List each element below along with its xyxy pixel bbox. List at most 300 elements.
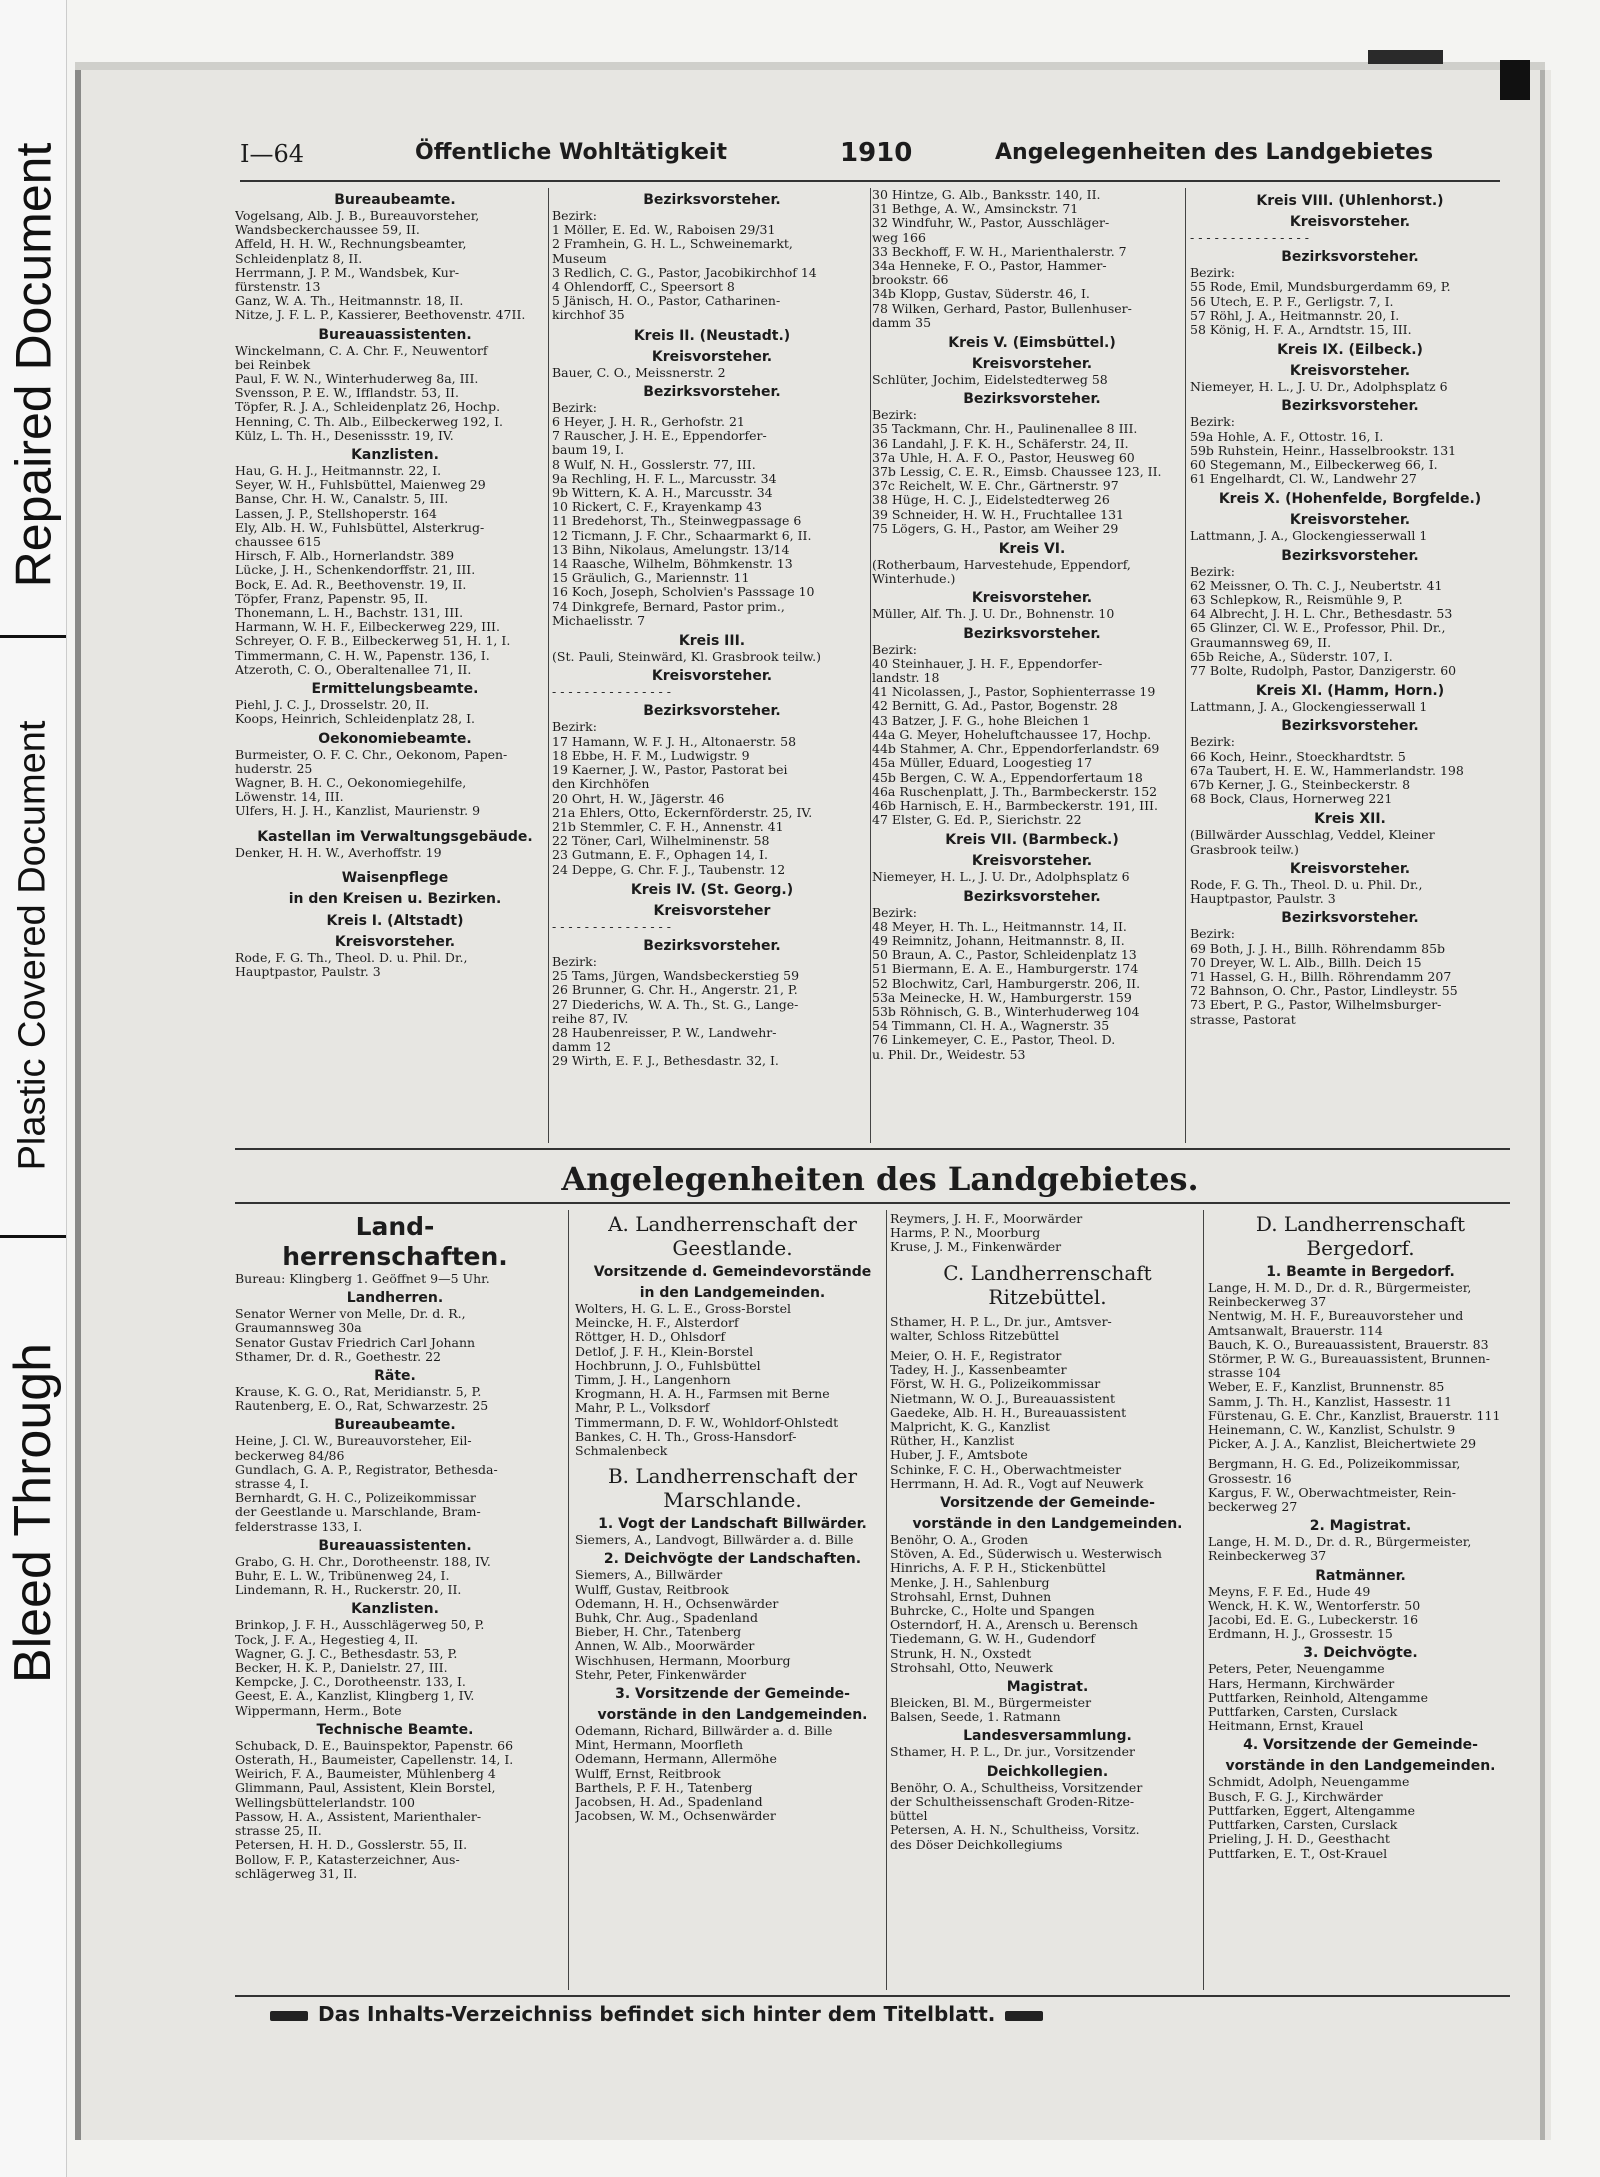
entry-line: 8 Wulf, N. H., Gosslerstr. 77, III. xyxy=(552,457,756,472)
entry-line: Müller, Alf. Th. J. U. Dr., Bohnenstr. 10 xyxy=(872,607,1115,622)
entry-line: chaussee 615 xyxy=(235,535,322,550)
entry-line: 41 Nicolassen, J., Pastor, Sophienterrasse 19 xyxy=(872,685,1156,700)
subheading: Technische Beamte. xyxy=(316,1721,474,1738)
entry-line: Bezirk: xyxy=(872,905,917,920)
entry-line: Henning, C. Th. Alb., Eilbeckerweg 192, I. xyxy=(235,414,503,429)
entry-line: Tock, J. F. A., Hegestieg 4, II. xyxy=(235,1632,419,1647)
entry-line: 3 Redlich, C. G., Pastor, Jacobikirchhof 14 xyxy=(552,265,817,280)
entry-line: Bezirk: xyxy=(1190,927,1235,942)
entry-line: Gundlach, G. A. P., Registrator, Bethesda- xyxy=(235,1462,498,1477)
entry-line: Peters, Peter, Neuengamme xyxy=(1208,1662,1385,1677)
entry-line: Harms, P. N., Moorburg xyxy=(890,1226,1041,1241)
column-rule xyxy=(1203,1210,1204,1990)
subheading: 2. Magistrat. xyxy=(1309,1518,1412,1535)
entry-line: Störmer, P. W. G., Bureauassistent, Brunnen- xyxy=(1208,1352,1491,1367)
subheading: 3. Deichvögte. xyxy=(1303,1645,1418,1662)
entry-line: 73 Ebert, P. G., Pastor, Wilhelmsburger- xyxy=(1190,998,1442,1013)
subheading: D. Landherrenschaft xyxy=(1255,1212,1466,1236)
header-year: 1910 xyxy=(840,138,913,168)
entry-line: 15 Gräulich, G., Mariennstr. 11 xyxy=(552,571,750,586)
entry-line: Löwenstr. 14, III. xyxy=(235,790,344,805)
subheading: Kastellan im Verwaltungsgebäude. xyxy=(257,828,533,845)
entry-line: Grabo, G. H. Chr., Dorotheenstr. 188, IV. xyxy=(235,1554,491,1569)
entry-line: Denker, H. H. W., Averhoffstr. 19 xyxy=(235,845,442,860)
entry-line: Erdmann, H. J., Grossestr. 15 xyxy=(1208,1627,1393,1642)
entry-line: Graumannsweg 30a xyxy=(235,1321,362,1336)
entry-line: Heine, J. Cl. W., Bureauvorsteher, Eil- xyxy=(235,1434,472,1449)
entry-line: Bernhardt, G. H. C., Polizeikommissar xyxy=(235,1491,476,1506)
entry-line: Atzeroth, C. O., Oberaltenallee 71, II. xyxy=(235,662,472,677)
subheading: Marschlande. xyxy=(663,1488,802,1513)
footer-text: Das Inhalts-Verzeichniss befindet sich hinter dem Titelblatt. xyxy=(318,2002,996,2026)
subheading: 1. Vogt der Landschaft Billwärder. xyxy=(598,1516,867,1533)
entry-line: 63 Schlepkow, R., Reismühle 9, P. xyxy=(1190,593,1403,608)
subheading: Kreisvorsteher. xyxy=(971,356,1093,373)
entry-line: 29 Wirth, E. F. J., Bethesdastr. 32, I. xyxy=(552,1054,779,1069)
entry-line: strasse 25, II. xyxy=(235,1824,322,1839)
entry-line: 67a Taubert, H. E. W., Hammerlandstr. 198 xyxy=(1190,763,1464,778)
entry-line: Balsen, Seede, 1. Ratmann xyxy=(890,1710,1061,1725)
district-heading: Kreis XI. (Hamm, Horn.) xyxy=(1255,683,1445,700)
subheading: Bezirksvorsteher. xyxy=(1281,249,1419,266)
entry-line: Lange, H. M. D., Dr. d. R., Bürgermeister, xyxy=(1208,1281,1472,1295)
entry-line: 34a Henneke, F. O., Pastor, Hammer- xyxy=(872,259,1107,274)
entry-line: 5 Jänisch, H. O., Pastor, Catharinen- xyxy=(552,294,781,309)
entry-line: strasse, Pastorat xyxy=(1190,1012,1296,1027)
entry-line: schlägerweg 31, II. xyxy=(235,1866,358,1881)
subheading: 2. Deichvögte der Landschaften. xyxy=(603,1551,862,1568)
entry-line: Glimmann, Paul, Assistent, Klein Borstel, xyxy=(235,1781,496,1796)
subheading: Bergedorf. xyxy=(1306,1236,1415,1260)
entry-line: 59a Hohle, A. F., Ottostr. 16, I. xyxy=(1190,429,1384,444)
entry-line: Malpricht, K. G., Kanzlist xyxy=(890,1420,1050,1435)
entry-line: Külz, L. Th. H., Desenissstr. 19, IV. xyxy=(235,428,454,443)
entry-line: 17 Hamann, W. F. J. H., Altonaerstr. 58 xyxy=(552,734,797,749)
entry-line: (St. Pauli, Steinwärd, Kl. Grasbrook teilw.) xyxy=(552,650,821,665)
entry-line: Wolters, H. G. L. E., Gross-Borstel xyxy=(575,1302,791,1316)
entry-line: 9b Wittern, K. A. H., Marcusstr. 34 xyxy=(552,486,773,501)
entry-line: 13 Bihn, Nikolaus, Amelungstr. 13/14 xyxy=(552,542,790,557)
entry-line: Wulff, Gustav, Reitbrook xyxy=(575,1582,729,1597)
entry-line: Hauptpastor, Paulstr. 3 xyxy=(1190,892,1336,907)
subheading: Bezirksvorsteher. xyxy=(963,391,1101,408)
entry-line: Banse, Chr. H. W., Canalstr. 5, III. xyxy=(235,492,449,507)
subheading: Kreisvorsteher. xyxy=(651,668,773,685)
entry-line: Amtsanwalt, Brauerstr. 114 xyxy=(1208,1323,1383,1338)
entry-line: Museum xyxy=(552,251,607,266)
entry-line: 43 Batzer, J. F. G., hohe Bleichen 1 xyxy=(872,713,1091,728)
entry-line: Lattmann, J. A., Glockengiesserwall 1 xyxy=(1190,529,1428,544)
entry-line: Buhr, E. L. W., Tribünenweg 24, I. xyxy=(235,1569,450,1584)
entry-line: Ulfers, H. J. H., Kanzlist, Maurienstr. 9 xyxy=(235,804,481,819)
entry-line: Meier, O. H. F., Registrator xyxy=(890,1349,1062,1364)
entry-line: Bieber, H. Chr., Tatenberg xyxy=(575,1625,742,1640)
entry-line: Hochbrunn, J. O., Fuhlsbüttel xyxy=(575,1358,761,1373)
subheading: Bureaubeamte. xyxy=(334,1417,456,1434)
entry-line: Bergmann, H. G. Ed., Polizeikommissar, xyxy=(1208,1457,1461,1472)
entry-line: 40 Steinhauer, J. H. F., Eppendorfer- xyxy=(872,656,1103,671)
district-heading: Kreis I. (Altstadt) xyxy=(326,912,464,929)
entry-line: 21a Ehlers, Otto, Eckernförderstr. 25, IV. xyxy=(552,805,813,820)
entry-line: Rode, F. G. Th., Theol. D. u. Phil. Dr., xyxy=(1190,877,1423,892)
entry-line: Herrmann, J. P. M., Wandsbek, Kur- xyxy=(235,265,460,280)
entry-line: Bezirk: xyxy=(1190,266,1235,281)
entry-line: 75 Lögers, G. H., Pastor, am Weiher 29 xyxy=(872,521,1119,536)
binding-strip xyxy=(0,0,67,2177)
lower-column-2 xyxy=(575,1212,890,1823)
entry-line: Seyer, W. H., Fuhlsbüttel, Maienweg 29 xyxy=(235,478,486,493)
district-heading: Kreis VI. xyxy=(998,541,1066,558)
entry-line: landstr. 18 xyxy=(872,671,940,686)
entry-line: Nietmann, W. O. J., Bureauassistent xyxy=(890,1391,1116,1406)
entry-line: 42 Bernitt, G. Ad., Pastor, Bogenstr. 28 xyxy=(872,699,1118,714)
entry-line: 12 Ticmann, J. F. Chr., Schaarmarkt 6, II. xyxy=(552,528,812,543)
plastic-covered-label: Plastic Covered Document xyxy=(11,720,54,1170)
subheading: Kanzlisten. xyxy=(351,1601,439,1618)
entry-line: 53a Meinecke, H. W., Hamburgerstr. 159 xyxy=(872,990,1132,1005)
entry-line: Rautenberg, E. O., Rat, Schwarzestr. 25 xyxy=(235,1399,489,1414)
subheading: Bezirksvorsteher. xyxy=(643,192,781,208)
entry-line: 68 Bock, Claus, Hornerweg 221 xyxy=(1190,792,1393,807)
entry-line: Bezirk: xyxy=(1190,564,1235,579)
entry-line: Graumannsweg 69, II. xyxy=(1190,635,1332,650)
entry-line: Annen, W. Alb., Moorwärder xyxy=(575,1639,755,1654)
column-rule xyxy=(548,188,549,1143)
subheading: Bezirksvorsteher. xyxy=(643,937,781,954)
entry-line: 46a Ruschenplatt, J. Th., Barmbeckerstr. 152 xyxy=(872,784,1158,799)
column-3 xyxy=(872,188,1192,1062)
entry-line: Senator Werner von Melle, Dr. d. R., xyxy=(235,1307,466,1322)
entry-line: Timmermann, D. F. W., Wohldorf-Ohlstedt xyxy=(575,1415,839,1430)
entry-line: Gaedeke, Alb. H. H., Bureauassistent xyxy=(890,1405,1127,1420)
subheading: Bureauassistenten. xyxy=(318,326,472,343)
subheading: vorstände in den Landgemeinden. xyxy=(597,1707,868,1724)
entry-line: Jacobsen, W. M., Ochsenwärder xyxy=(575,1809,776,1824)
subheading: Bezirksvorsteher. xyxy=(1281,718,1419,735)
entry-line: felderstrasse 133, I. xyxy=(235,1519,363,1534)
subheading: 3. Vorsitzende der Gemeinde- xyxy=(615,1686,850,1703)
district-heading: Kreis VII. (Barmbeck.) xyxy=(945,832,1119,849)
entry-line: Nentwig, M. H. F., Bureauvorsteher und xyxy=(1208,1309,1464,1324)
subheading: Kanzlisten. xyxy=(351,447,439,464)
footer-rule xyxy=(235,1995,1510,1997)
entry-line: Meincke, H. F., Alsterdorf xyxy=(575,1316,739,1331)
entry-line: Stehr, Peter, Finkenwärder xyxy=(575,1667,747,1682)
entry-line: Kempcke, J. C., Dorotheenstr. 133, I. xyxy=(235,1675,466,1690)
subheading: Räte. xyxy=(374,1368,416,1385)
subheading: B. Landherrenschaft der xyxy=(607,1464,858,1489)
entry-line: Bauer, C. O., Meissnerstr. 2 xyxy=(552,365,726,380)
entry-line: 10 Rickert, C. F., Krayenkamp 43 xyxy=(552,500,762,515)
district-heading: Kreis IX. (Eilbeck.) xyxy=(1277,342,1423,359)
entry-line: beckerweg 84/86 xyxy=(235,1448,345,1463)
entry-line: Wandsbeckerchaussee 59, II. xyxy=(235,223,420,238)
entry-line: Bollow, F. P., Katasterzeichner, Aus- xyxy=(235,1852,460,1867)
entry-line: - - - - - - - - - - - - - - - xyxy=(1190,231,1309,245)
entry-line: walter, Schloss Ritzebüttel xyxy=(890,1328,1059,1343)
entry-line: Strohsahl, Ernst, Duhnen xyxy=(890,1589,1052,1604)
subheading: Bezirksvorsteher. xyxy=(643,703,781,720)
entry-line: Hau, G. H. J., Heitmannstr. 22, I. xyxy=(235,464,442,479)
entry-line: 61 Engelhardt, Cl. W., Landwehr 27 xyxy=(1190,472,1417,487)
entry-line: 32 Windfuhr, W., Pastor, Ausschläger- xyxy=(872,216,1110,231)
subheading: Land- xyxy=(355,1212,435,1241)
entry-line: - - - - - - - - - - - - - - - xyxy=(552,919,671,934)
entry-line: Tadey, H. J., Kassenbeamter xyxy=(890,1363,1067,1378)
entry-line: Reymers, J. H. F., Moorwärder xyxy=(890,1212,1083,1226)
entry-line: Menke, J. H., Sahlenburg xyxy=(890,1575,1050,1590)
column-4 xyxy=(1190,188,1510,1027)
entry-line: 1 Möller, E. Ed. W., Raboisen 29/31 xyxy=(552,223,776,238)
running-header xyxy=(240,140,1500,182)
entry-line: Töpfer, Franz, Papenstr. 95, II. xyxy=(235,591,429,606)
entry-line: Töpfer, R. J. A., Schleidenplatz 26, Hochp. xyxy=(235,400,501,415)
entry-line: Bureau: Klingberg 1. Geöffnet 9—5 Uhr. xyxy=(235,1272,490,1286)
lower-column-1 xyxy=(235,1212,555,1881)
entry-line: Burmeister, O. F. C. Chr., Oekonom, Papen- xyxy=(235,747,508,762)
entry-line: der Schultheissenschaft Groden-Ritze- xyxy=(890,1794,1135,1809)
column-rule xyxy=(568,1210,569,1990)
column-rule xyxy=(870,188,871,1143)
entry-line: 6 Heyer, J. H. R., Gerhofstr. 21 xyxy=(552,415,745,430)
district-heading: Kreis V. (Eimsbüttel.) xyxy=(948,335,1116,352)
entry-line: Wulff, Ernst, Reitbrook xyxy=(575,1766,721,1781)
entry-line: Jacobi, Ed. E. G., Lubeckerstr. 16 xyxy=(1208,1613,1419,1628)
entry-line: Strohsahl, Otto, Neuwerk xyxy=(890,1660,1053,1675)
entry-line: Schinke, F. C. H., Oberwachtmeister xyxy=(890,1462,1122,1477)
spacer xyxy=(235,860,555,866)
entry-line: 62 Meissner, O. Th. C. J., Neubertstr. 41 xyxy=(1190,578,1443,593)
entry-line: Wippermann, Herm., Bote xyxy=(235,1703,402,1718)
subheading: Bureaubeamte. xyxy=(334,192,456,208)
subheading: Kreisvorsteher. xyxy=(971,853,1093,870)
entry-line: strasse 104 xyxy=(1208,1366,1281,1381)
entry-line: Wischhusen, Hermann, Moorburg xyxy=(575,1653,791,1668)
entry-line: Paul, F. W. N., Winterhuderweg 8a, III. xyxy=(235,372,479,387)
entry-line: 37b Lessig, C. E. R., Eimsb. Chaussee 123, II. xyxy=(872,465,1162,480)
entry-line: büttel xyxy=(890,1809,928,1824)
pointing-hand-icon xyxy=(270,2011,308,2021)
entry-line: Brinkop, J. F. H., Ausschlägerweg 50, P. xyxy=(235,1618,485,1633)
entry-line: bei Reinbek xyxy=(235,357,311,372)
entry-line: 78 Wilken, Gerhard, Pastor, Bullenhuser- xyxy=(872,301,1132,316)
entry-line: Wenck, H. K. W., Wentorferstr. 50 xyxy=(1208,1598,1421,1613)
entry-line: Sthamer, H. P. L., Dr. jur., Vorsitzender xyxy=(890,1745,1136,1760)
entry-line: Lassen, J. P., Stellshoperstr. 164 xyxy=(235,506,437,521)
entry-line: huderstr. 25 xyxy=(235,761,313,776)
entry-line: Bock, E. Ad. R., Beethovenstr. 19, II. xyxy=(235,577,467,592)
entry-line: 7 Rauscher, J. H. E., Eppendorfer- xyxy=(552,429,767,444)
entry-line: Fürstenau, G. E. Chr., Kanzlist, Brauerstr. 111 xyxy=(1208,1408,1501,1423)
entry-line: Michaelisstr. 7 xyxy=(552,613,646,628)
entry-line: 45a Müller, Eduard, Loogestieg 17 xyxy=(872,756,1093,771)
entry-line: 39 Schneider, H. W. H., Fruchtallee 131 xyxy=(872,507,1125,522)
entry-line: 76 Linkemeyer, C. E., Pastor, Theol. D. xyxy=(872,1033,1116,1048)
entry-line: Krogmann, H. A. H., Farmsen mit Berne xyxy=(575,1387,830,1402)
subheading: Kreisvorsteher. xyxy=(334,933,456,950)
entry-line: Puttfarken, Carsten, Curslack xyxy=(1208,1818,1398,1833)
entry-line: Niemeyer, H. L., J. U. Dr., Adolphsplatz 6 xyxy=(1190,380,1448,395)
entry-line: Bankes, C. H. Th., Gross-Hansdorf- xyxy=(575,1429,797,1444)
lower-column-3 xyxy=(890,1212,1205,1852)
entry-line: Ganz, W. A. Th., Heitmannstr. 18, II. xyxy=(235,294,464,309)
entry-line: reihe 87, IV. xyxy=(552,1011,629,1026)
entry-line: Koops, Heinrich, Schleidenplatz 28, I. xyxy=(235,712,475,727)
entry-line: Odemann, Richard, Billwärder a. d. Bille xyxy=(575,1724,833,1739)
entry-line: 33 Beckhoff, F. W. H., Marienthalerstr. 7 xyxy=(872,244,1127,259)
entry-line: Heinemann, C. W., Kanzlist, Schulstr. 9 xyxy=(1208,1423,1456,1438)
entry-line: Petersen, H. H. D., Gosslerstr. 55, II. xyxy=(235,1838,468,1853)
entry-line: 64 Albrecht, J. H. L. Chr., Bethesdastr. 53 xyxy=(1190,607,1453,622)
page-number: I—64 xyxy=(240,140,305,168)
subheading: A. Landherrenschaft der xyxy=(608,1212,857,1236)
entry-line: 36 Landahl, J. F. K. H., Schäferstr. 24, II. xyxy=(872,436,1129,451)
entry-line: Schleidenplatz 8, II. xyxy=(235,251,363,266)
entry-line: Schreyer, O. F. B., Eilbeckerweg 51, H. 1, I. xyxy=(235,634,511,649)
entry-line: 31 Bethge, A. W., Amsinckstr. 71 xyxy=(872,202,1079,217)
entry-line: Heitmann, Ernst, Krauel xyxy=(1208,1719,1364,1734)
entry-line: Lindemann, R. H., Ruckerstr. 20, II. xyxy=(235,1583,462,1598)
entry-line: Siemers, A., Landvogt, Billwärder a. d. Bille xyxy=(575,1533,854,1548)
entry-line: 30 Hintze, G. Alb., Banksstr. 140, II. xyxy=(872,188,1101,202)
entry-line: weg 166 xyxy=(872,230,926,245)
column-1 xyxy=(235,188,555,979)
entry-line: Osterndorf, H. A., Arensch u. Berensch xyxy=(890,1618,1138,1633)
spacer xyxy=(235,819,555,825)
entry-line: Timmermann, C. H. W., Papenstr. 136, I. xyxy=(235,648,490,663)
entry-line: Weber, E. F., Kanzlist, Brunnenstr. 85 xyxy=(1208,1380,1445,1395)
entry-line: 27 Diederichs, W. A. Th., St. G., Lange- xyxy=(552,997,799,1012)
entry-line: Winckelmann, C. A. Chr. F., Neuwentorf xyxy=(235,343,488,358)
entry-line: 24 Deppe, G. Chr. F. J., Taubenstr. 12 xyxy=(552,862,786,877)
entry-line: Senator Gustav Friedrich Carl Johann xyxy=(235,1335,476,1350)
entry-line: Hars, Hermann, Kirchwärder xyxy=(1208,1676,1395,1691)
entry-line: Hirsch, F. Alb., Hornerlandstr. 389 xyxy=(235,549,455,564)
column-rule xyxy=(886,1210,887,1990)
entry-line: brookstr. 66 xyxy=(872,273,949,288)
entry-line: 57 Röhl, J. A., Heitmannstr. 20, I. xyxy=(1190,308,1400,323)
entry-line: 48 Meyer, H. Th. L., Heitmannstr. 14, II. xyxy=(872,919,1127,934)
entry-line: Odemann, H. H., Ochsenwärder xyxy=(575,1596,779,1611)
subheading: Kreisvorsteher. xyxy=(971,590,1093,607)
entry-line: Samm, J. Th. H., Kanzlist, Hassestr. 11 xyxy=(1208,1394,1453,1409)
entry-line: Odemann, Hermann, Allermöhe xyxy=(575,1752,777,1767)
entry-line: Bleicken, Bl. M., Bürgermeister xyxy=(890,1696,1092,1711)
subheading: Vorsitzende d. Gemeindevorstände xyxy=(593,1264,872,1280)
entry-line: 74 Dinkgrefe, Bernard, Pastor prim., xyxy=(552,599,785,614)
entry-line: 71 Hassel, G. H., Billh. Röhrendamm 207 xyxy=(1190,969,1452,984)
entry-line: 47 Elster, G. Ed. P., Sierichstr. 22 xyxy=(872,813,1082,828)
subheading: Kreisvorsteher. xyxy=(1289,363,1411,380)
subheading: 4. Vorsitzende der Gemeinde- xyxy=(1243,1737,1478,1754)
entry-line: 44a G. Meyer, Hoheluftchaussee 17, Hochp. xyxy=(872,727,1152,742)
subheading: Geestlande. xyxy=(672,1236,793,1260)
entry-line: Passow, H. A., Assistent, Marienthaler- xyxy=(235,1809,482,1824)
entry-line: 22 Töner, Carl, Wilhelminenstr. 58 xyxy=(552,834,770,849)
entry-line: 37a Uhle, H. A. F. O., Pastor, Heusweg 60 xyxy=(872,450,1135,465)
entry-line: Siemers, A., Billwärder xyxy=(575,1568,723,1583)
entry-line: Buhk, Chr. Aug., Spadenland xyxy=(575,1611,758,1626)
entry-line: 50 Braun, A. C., Pastor, Schleidenplatz 13 xyxy=(872,948,1137,963)
entry-line: Geest, E. A., Kanzlist, Klingberg 1, IV. xyxy=(235,1689,475,1704)
entry-line: Huber, J. F., Amtsbote xyxy=(890,1448,1028,1463)
entry-line: 65 Glinzer, Cl. W. E., Professor, Phil. Dr., xyxy=(1190,621,1446,636)
lower-column-4 xyxy=(1208,1212,1513,1861)
footer-note xyxy=(260,2002,1560,2026)
entry-line: kirchhof 35 xyxy=(552,308,625,323)
entry-line: 11 Bredehorst, Th., Steinwegpassage 6 xyxy=(552,514,802,529)
entry-line: Prieling, J. H. D., Geesthacht xyxy=(1208,1832,1390,1847)
entry-line: Nitze, J. F. L. P., Kassierer, Beethovenstr. 47II. xyxy=(235,308,526,323)
entry-line: Kargus, F. W., Oberwachtmeister, Rein- xyxy=(1208,1485,1456,1500)
entry-line: 25 Tams, Jürgen, Wandsbeckerstieg 59 xyxy=(552,969,800,984)
entry-line: 16 Koch, Joseph, Scholvien's Passsage 10 xyxy=(552,585,815,600)
district-heading: Kreis X. (Hohenfelde, Borgfelde.) xyxy=(1218,491,1482,508)
subheading: Kreisvorsteher. xyxy=(1289,860,1411,877)
subheading: Bezirksvorsteher. xyxy=(1281,398,1419,415)
entry-line: Bezirk: xyxy=(552,720,597,735)
district-heading: Kreis XII. xyxy=(1314,811,1386,828)
entry-line: Strunk, H. N., Oxstedt xyxy=(890,1646,1032,1661)
entry-line: Rode, F. G. Th., Theol. D. u. Phil. Dr., xyxy=(235,950,468,965)
entry-line: Bezirk: xyxy=(552,400,597,415)
district-heading: Kreis II. (Neustadt.) xyxy=(633,327,791,344)
entry-line: 14 Raasche, Wilhelm, Böhmkenstr. 13 xyxy=(552,557,793,572)
entry-line: u. Phil. Dr., Weidestr. 53 xyxy=(872,1047,1026,1062)
entry-line: 34b Klopp, Gustav, Süderstr. 46, I. xyxy=(872,287,1090,302)
entry-line: - - - - - - - - - - - - - - - xyxy=(552,685,671,700)
subheading: Bezirksvorsteher. xyxy=(963,625,1101,642)
subheading: Kreisvorsteher xyxy=(653,902,771,919)
entry-line: Kruse, J. M., Finkenwärder xyxy=(890,1240,1062,1255)
subheading: Landesversammlung. xyxy=(963,1728,1132,1745)
entry-line: Lücke, J. H., Schenkendorffstr. 21, III. xyxy=(235,563,476,578)
entry-line: 2 Framhein, G. H. L., Schweinemarkt, xyxy=(552,237,793,252)
entry-line: Detlof, J. F. H., Klein-Borstel xyxy=(575,1344,754,1359)
column-rule xyxy=(1185,188,1186,1143)
entry-line: Först, W. H. G., Polizeikommissar xyxy=(890,1377,1101,1392)
entry-line: Bezirk: xyxy=(872,408,917,423)
entry-line: 59b Ruhstein, Heinr., Hasselbrookstr. 131 xyxy=(1190,443,1457,458)
entry-line: 56 Utech, E. P. F., Gerligstr. 7, I. xyxy=(1190,294,1394,309)
subheading: 1. Beamte in Bergedorf. xyxy=(1266,1264,1455,1280)
subheading: Bureauassistenten. xyxy=(318,1537,472,1554)
entry-line: Becker, H. K. P., Danielstr. 27, III. xyxy=(235,1661,448,1676)
entry-line: 38 Hüge, H. C. J., Eidelstedterweg 26 xyxy=(872,493,1110,508)
entry-line: 66 Koch, Heinr., Stoeckhardtstr. 5 xyxy=(1190,749,1406,764)
subheading: Vorsitzende der Gemeinde- xyxy=(940,1495,1155,1512)
entry-line: 20 Ohrt, H. W., Jägerstr. 46 xyxy=(552,791,725,806)
subheading: C. Landherrenschaft xyxy=(943,1260,1152,1285)
entry-line: den Kirchhöfen xyxy=(552,777,650,792)
entry-line: Bezirk: xyxy=(552,209,597,223)
entry-line: 49 Reimnitz, Johann, Heitmannstr. 8, II. xyxy=(872,933,1125,948)
entry-line: Thonemann, L. H., Bachstr. 131, III. xyxy=(235,606,464,621)
entry-line: Puttfarken, Reinhold, Altengamme xyxy=(1208,1690,1428,1705)
entry-line: Mahr, P. L., Volksdorf xyxy=(575,1401,710,1416)
entry-line: 23 Gutmann, E. F., Ophagen 14, I. xyxy=(552,848,768,863)
entry-line: Meyns, F. F. Ed., Hude 49 xyxy=(1208,1584,1371,1599)
bleed-through-label: Bleed Through xyxy=(0,1235,66,1788)
entry-line: fürstenstr. 13 xyxy=(235,280,321,295)
entry-line: Schmidt, Adolph, Neuengamme xyxy=(1208,1775,1410,1790)
entry-line: Schlüter, Jochim, Eidelstedterweg 58 xyxy=(872,373,1108,388)
entry-line: Piehl, J. C. J., Drosselstr. 20, II. xyxy=(235,698,430,713)
entry-line: 51 Biermann, E. A. E., Hamburgerstr. 174 xyxy=(872,962,1139,977)
entry-line: 44b Stahmer, A. Chr., Eppendorferlandstr. 69 xyxy=(872,742,1160,757)
entry-line: 70 Dreyer, W. L. Alb., Billh. Deich 15 xyxy=(1190,955,1422,970)
entry-line: Grossestr. 16 xyxy=(1208,1471,1292,1486)
